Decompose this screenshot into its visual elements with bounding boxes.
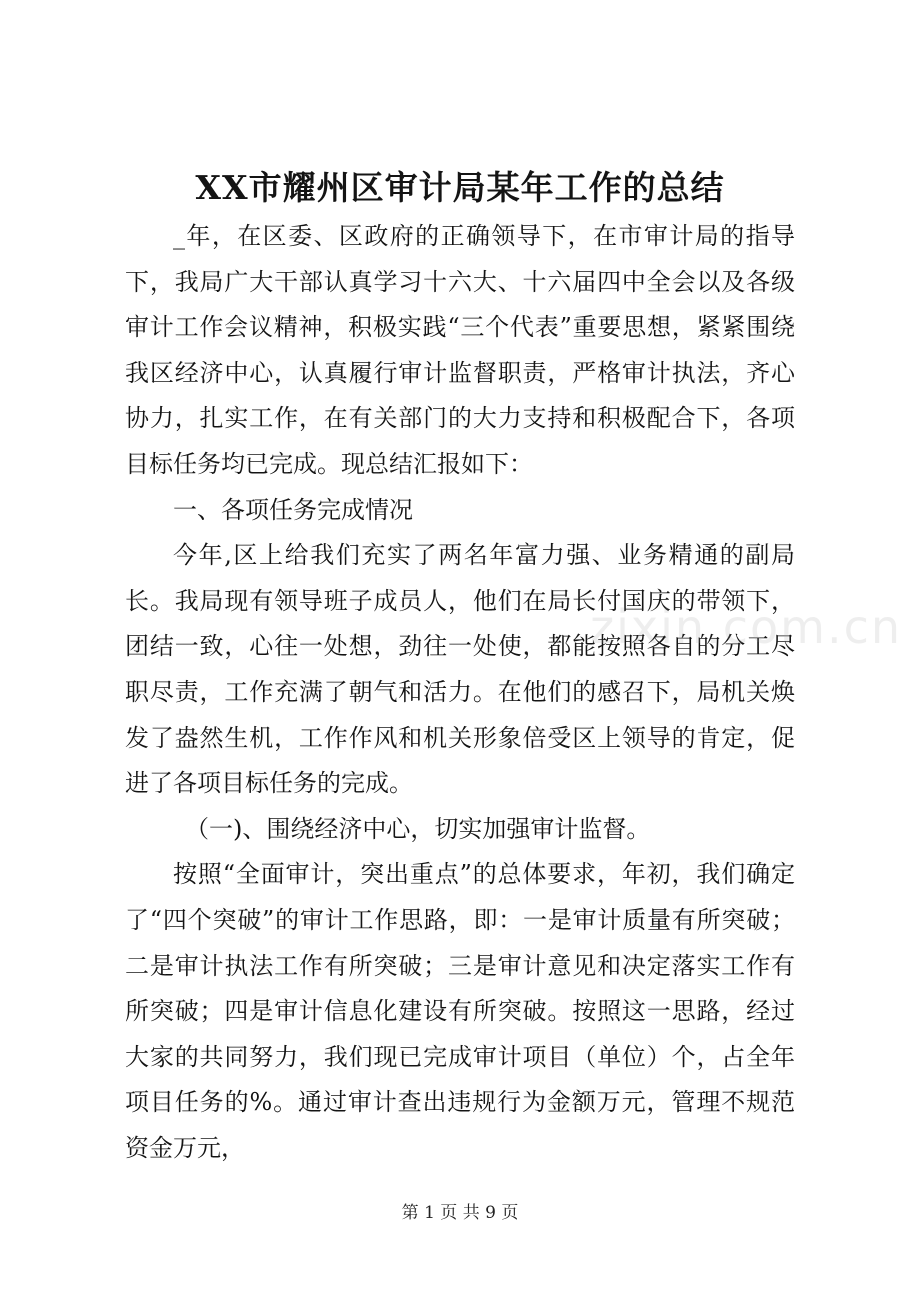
page-footer: 第 1 页 共 9 页 [401, 1203, 519, 1223]
section-heading: 一、各项任务完成情况 [173, 495, 413, 524]
body-paragraph: 今年,区上给我们充实了两名年富力强、业务精通的副局长。我局现有领导班子成员人，他们在局长付国庆的带领下，团结一致，心往一处想，劲往一处使，都能按照各自的分工尽职尽责，工作充满了朝气和活力。在他们的感召下，局机关焕发了盎然生机，工作作风和机关形象倍受区上领导的肯定，促进了各项目标任务的完成。 [125, 541, 795, 798]
intro-paragraph: _年，在区委、区政府的正确领导下，在市审计局的指导下，我局广大干部认真学习十六大、十六届四中全会以及各级审计工作会议精神，积极实践“三个代表”重要思想，紧紧围绕我区经济中心，认真履行审计监督职责，严格审计执法，齐心协力，扎实工作，在有关部门的大力支持和积极配合下，各项目标任务均已完成。现总结汇报如下： [125, 222, 795, 478]
document-body [125, 214, 795, 1171]
watermark: zixin.com.cn [590, 600, 903, 654]
body-paragraph: 按照“全面审计，突出重点”的总体要求，年初，我们确定了“四个突破”的审计工作思路，即：一是审计质量有所突破；二是审计执法工作有所突破；三是审计意见和决定落实工作有所突破；四是审计信息化建设有所突破。按照这一思路，经过大家的共同努力，我们现已完成审计项目（单位）个，占全年项目任务的%。通过审计查出违规行为金额万元，管理不规范资金万元， [125, 860, 795, 1162]
subsection-heading: （一)、围绕经济中心，切实加强审计监督。 [185, 814, 651, 843]
document-title: XX市耀州区审计局某年工作的总结 [195, 168, 725, 207]
